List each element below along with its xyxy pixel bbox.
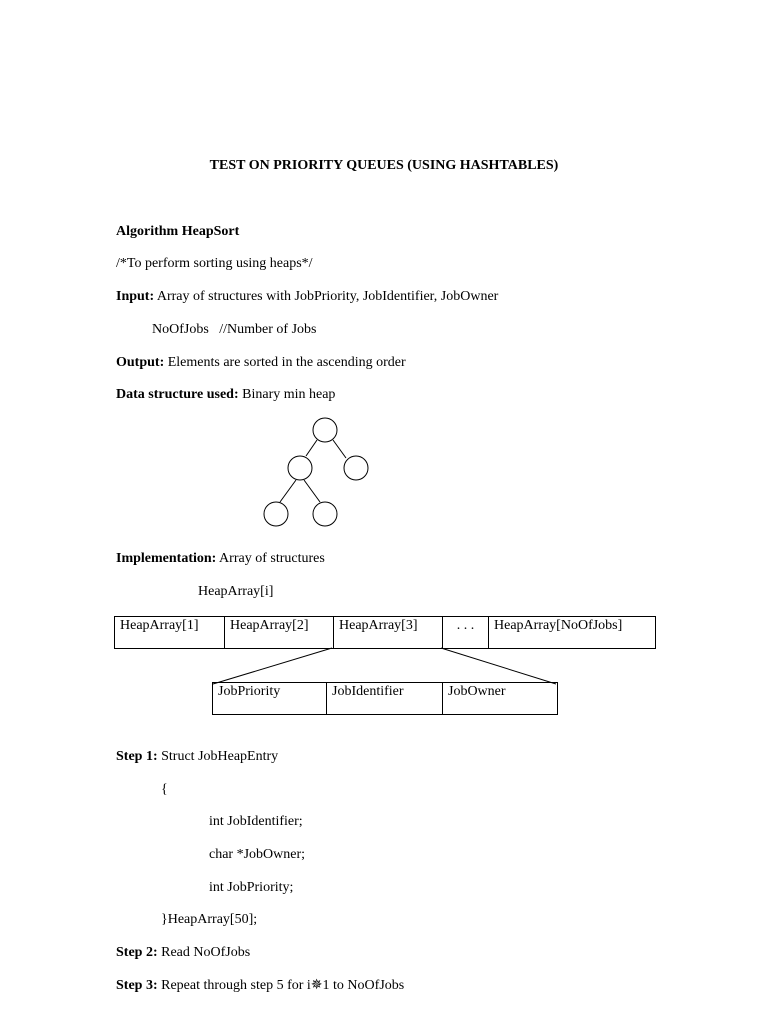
input-text: Array of structures with JobPriority, JobIdentifier, JobOwner bbox=[154, 289, 499, 304]
struct-field-3: int JobPriority; bbox=[209, 880, 294, 895]
step-2-line bbox=[116, 945, 250, 961]
struct-field-1: int JobIdentifier; bbox=[209, 814, 303, 829]
step-3-label: Step 3: bbox=[116, 978, 158, 993]
page-title: TEST ON PRIORITY QUEUES (USING HASHTABLES) bbox=[209, 158, 559, 173]
data-structure-label: Data structure used: bbox=[116, 387, 239, 402]
array-cell-ellipsis: . . . bbox=[443, 617, 489, 649]
implementation-text: Array of structures bbox=[216, 551, 325, 566]
struct-close: }HeapArray[50]; bbox=[161, 912, 258, 927]
struct-cell: JobPriority bbox=[213, 683, 327, 715]
struct-row bbox=[213, 683, 558, 715]
implementation-label: Implementation: bbox=[116, 551, 217, 566]
data-structure-text: Binary min heap bbox=[238, 387, 336, 402]
step-3-text: Repeat through step 5 for i✵1 to NoOfJobs bbox=[157, 978, 405, 993]
algorithm-heading: Algorithm HeapSort bbox=[116, 224, 240, 239]
connector-left-line bbox=[213, 648, 332, 684]
output-label: Output: bbox=[116, 355, 165, 370]
connector-right-line bbox=[441, 648, 556, 684]
input-line-2: NoOfJobs //Number of Jobs bbox=[152, 322, 317, 337]
step-2-label: Step 2: bbox=[116, 945, 158, 960]
array-cell: HeapArray[NoOfJobs] bbox=[489, 617, 656, 649]
step-1-label: Step 1: bbox=[116, 749, 158, 764]
input-label: Input: bbox=[116, 289, 155, 304]
step-2-text: Read NoOfJobs bbox=[157, 945, 251, 960]
struct-table bbox=[212, 682, 558, 715]
struct-cell: JobIdentifier bbox=[327, 683, 443, 715]
array-cell: HeapArray[2] bbox=[225, 617, 334, 649]
array-caption: HeapArray[i] bbox=[198, 584, 274, 599]
algorithm-comment: /*To perform sorting using heaps*/ bbox=[116, 256, 313, 271]
struct-field-2: char *JobOwner; bbox=[209, 847, 306, 862]
array-cell: HeapArray[1] bbox=[115, 617, 225, 649]
struct-open-brace: { bbox=[161, 782, 168, 797]
struct-cell: JobOwner bbox=[443, 683, 558, 715]
step-3-line bbox=[116, 978, 404, 994]
array-cell: HeapArray[3] bbox=[334, 617, 443, 649]
step-1-text: Struct JobHeapEntry bbox=[157, 749, 279, 764]
output-text: Elements are sorted in the ascending order bbox=[164, 355, 406, 370]
step-1-line bbox=[116, 749, 278, 765]
